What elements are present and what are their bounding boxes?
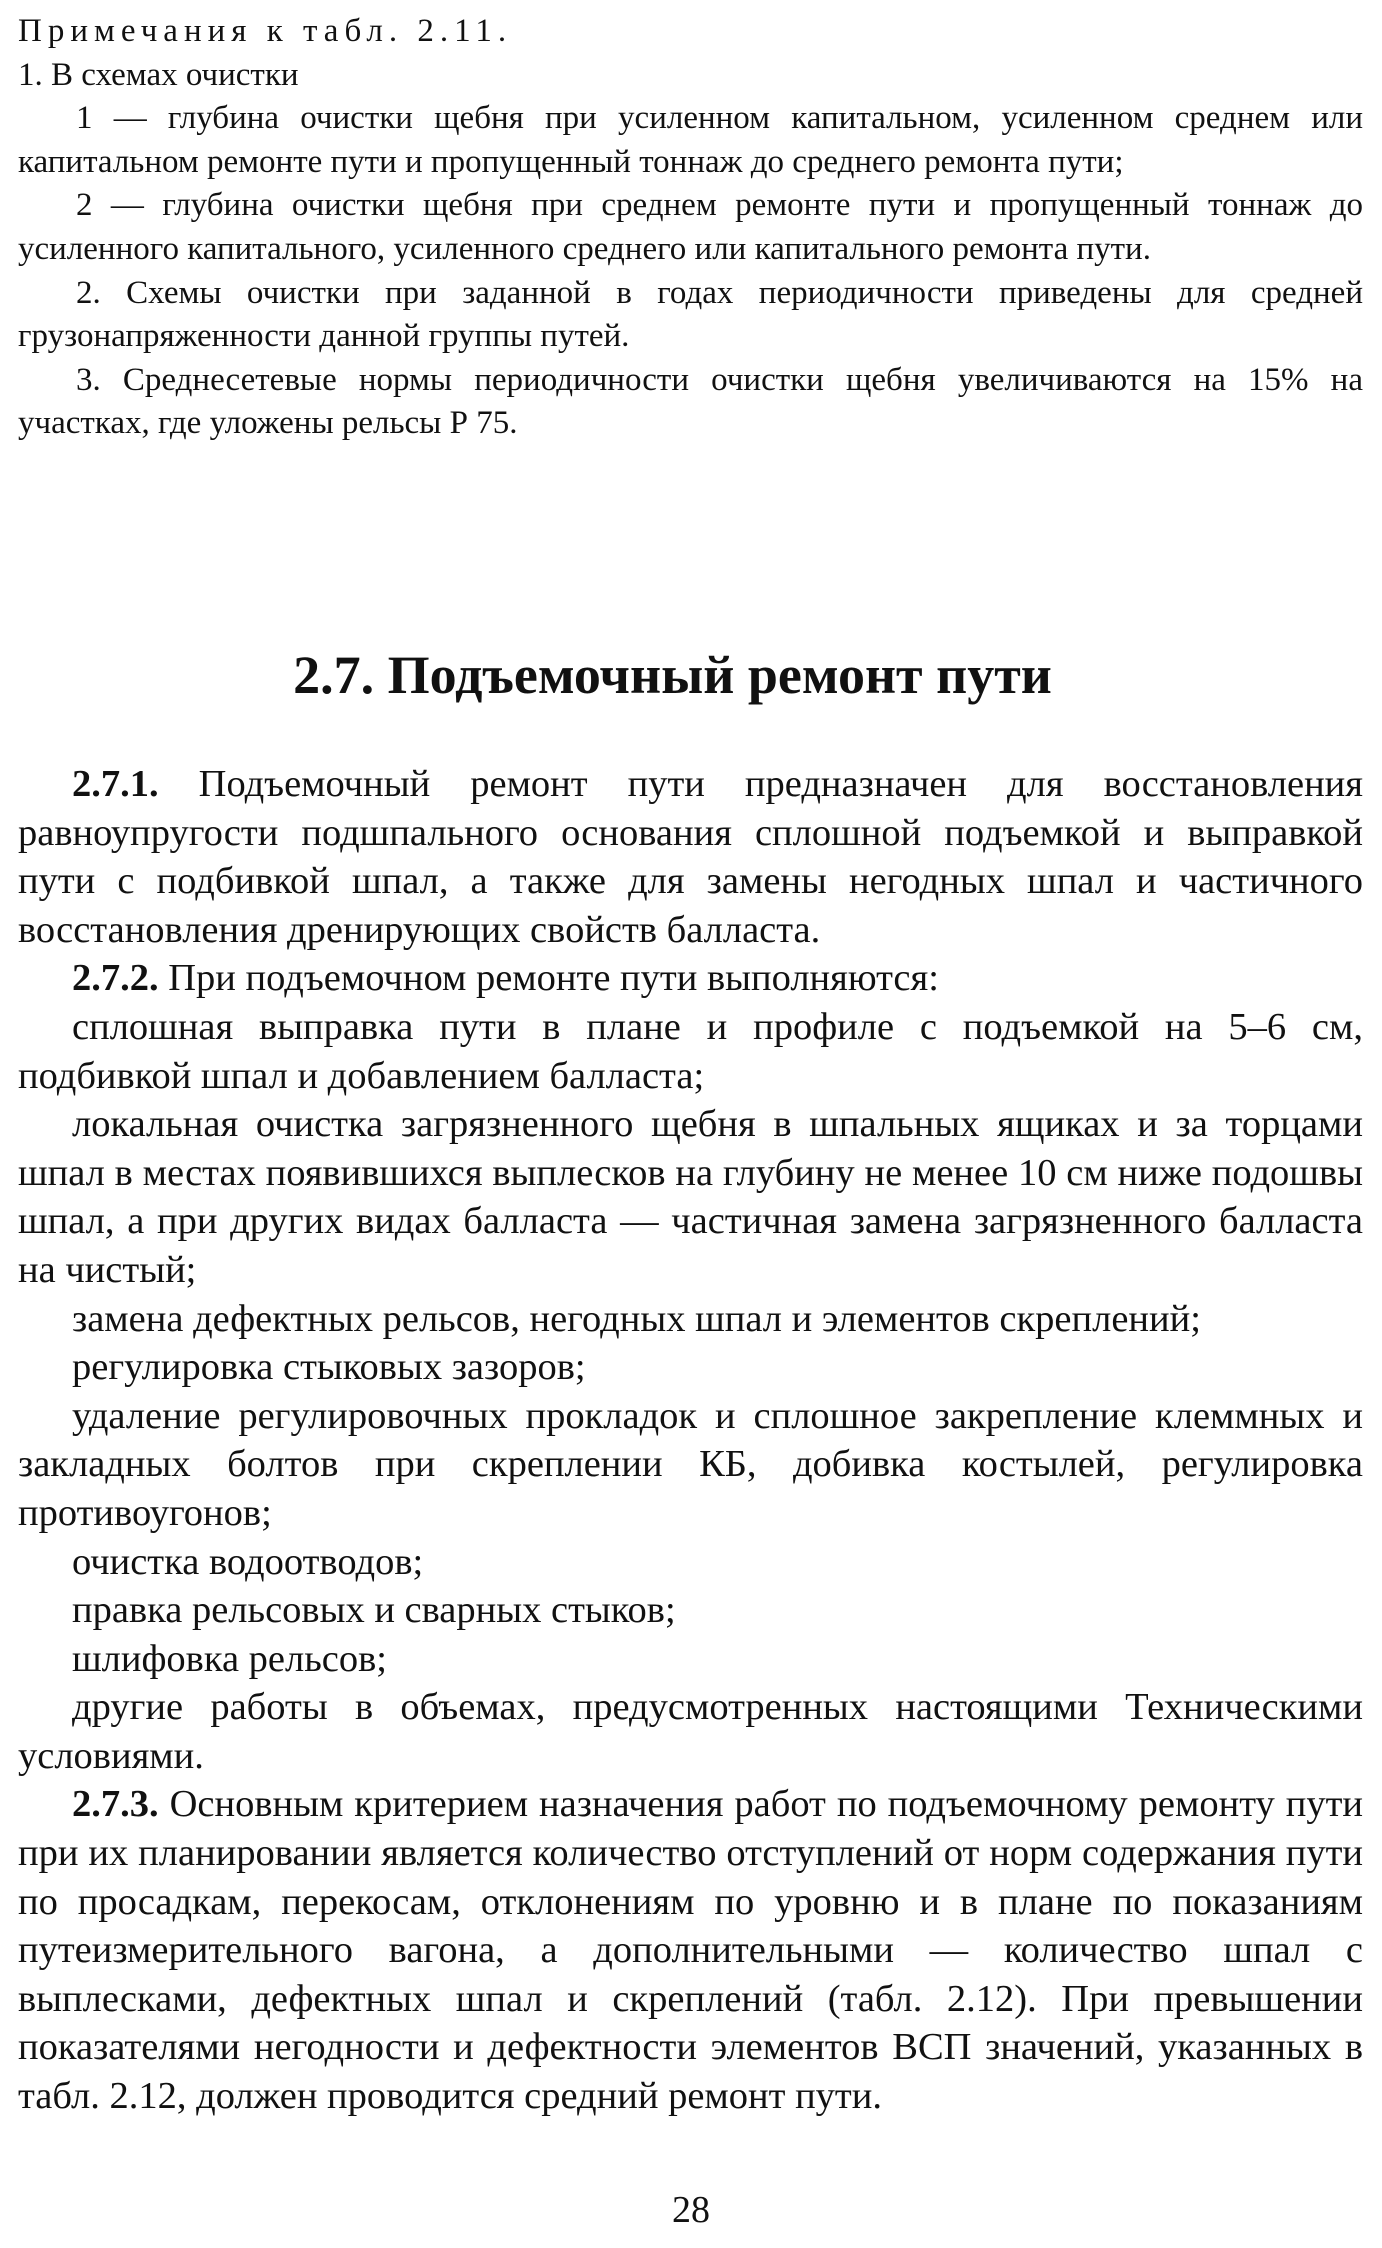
list-item: шлифовка рельсов; [72, 1637, 387, 1680]
list-item: замена дефектных рельсов, негодных шпал и элементов скреплений; [72, 1297, 1201, 1340]
paragraph-text: При подъемочном ремонте пути выполняются: [158, 957, 939, 1000]
list-item: очистка водоотводов; [72, 1540, 424, 1583]
table-notes [18, 10, 1363, 446]
section-body [18, 760, 1363, 2121]
paragraph-text: Основным критерием назначения работ по подъемочному ремонту пути при их планировании является количество отступлений от норм содержания пути по просадкам, перекосам, отклонениям по уровню и в плане по показаниям путеизмерительного вагона, а дополнительными — количество шпал с выплесками, дефектных шпал и скреплений (табл. 2.12). При превышении показателями негодности и дефектности элементов ВСП значений, указанных в табл. 2.12, должен проводится средний ремонт пути. [18, 1783, 1363, 2118]
paragraph-2-7-1 [18, 760, 1363, 954]
note-item-1b: 2 — глубина очистки щебня при среднем ремонте пути и пропущенный тоннаж до усиленного капитального, усиленного среднего или капитального ремонта пути. [18, 187, 1363, 267]
list-item: правка рельсовых и сварных стыков; [72, 1589, 676, 1632]
note-item-1-intro: 1. В схемах очистки [18, 56, 299, 93]
list-item: регулировка стыковых зазоров; [72, 1346, 586, 1389]
note-item-2: 2. Схемы очистки при заданной в годах периодичности приведены для средней грузонапряженности данной группы путей. [18, 274, 1363, 355]
page-number: 28 [672, 2189, 710, 2231]
list-item: другие работы в объемах, предусмотренных настоящими Техническими условиями. [18, 1686, 1363, 1777]
paragraph-number: 2.7.1. [72, 763, 159, 805]
list-item: сплошная выправка пути в плане и профиле с подъемкой на 5–6 см, подбивкой шпал и добавлением балласта; [18, 1005, 1363, 1097]
paragraph-2-7-3 [18, 1780, 1363, 2120]
list-item: локальная очистка загрязненного щебня в шпальных ящиках и за торцами шпал в местах появившихся выплесков на глубину не менее 10 см ниже подошвы шпал, а при других видах балласта — частичная замена загрязненного балласта на чистый; [18, 1103, 1363, 1291]
notes-heading: Примечания к табл. 2.11. [18, 13, 513, 49]
note-item-1a: 1 — глубина очистки щебня при усиленном капитальном, усиленном среднем или капитальном ремонте пути и пропущенный тоннаж до среднего ремонта пути; [18, 100, 1363, 180]
list-item: удаление регулировочных прокладок и сплошное закрепление клеммных и закладных болтов при скреплении КБ, добивка костылей, регулировка противоугонов; [18, 1394, 1363, 1534]
document-page [18, 10, 1363, 446]
note-item-3: 3. Среднесетевые нормы периодичности очистки щебня увеличиваются на 15% на участках, где уложены рельсы Р 75. [18, 361, 1363, 442]
paragraph-number: 2.7.3. [72, 1783, 159, 1826]
section-title: 2.7. Подъемочный ремонт пути [293, 645, 1052, 705]
paragraph-number: 2.7.2. [72, 957, 159, 1000]
paragraph-text: Подъемочный ремонт пути предназначен для восстановления равноупругости подшпального основания сплошной подъемкой и выправкой пути с подбивкой шпал, а также для замены негодных шпал и частичного восстановления дренирующих свойств балласта. [18, 763, 1363, 951]
paragraph-2-7-2 [18, 954, 1363, 1003]
